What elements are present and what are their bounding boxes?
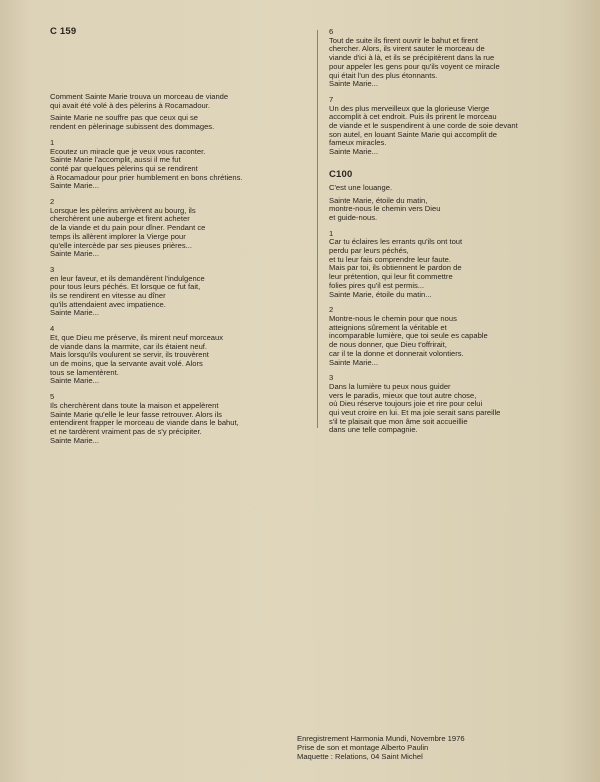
stanza-text: en leur faveur, et ils demandèrent l'indulgence pour tous leurs péchés. Et lorsque ce fut fait, ils se rendirent en vitesse au dîner qu'ils attendaient avec impatience. Sainte Marie...: [50, 273, 205, 318]
recording-credit: Enregistrement Harmonia Mundi, Novembre 1976: [297, 734, 465, 743]
refrain-text: Sainte Marie, étoile du matin, montre-nous le chemin vers Dieu et guide-nous.: [329, 195, 441, 222]
stanza-number: 3: [329, 373, 334, 383]
stanza-text: Montre-nous le chemin pour que nous atteignions sûrement la véritable et incomparable lumière, que toi seule es capable de nous donner, que Dieu t'offrirait, car il te la donne et donnerait volontiers. Sainte Marie...: [329, 313, 488, 367]
song-reference-c159: C 159: [50, 26, 77, 37]
column-divider: [317, 30, 318, 428]
refrain-intro: Sainte Marie ne souffre pas que ceux qui se rendent en pèlerinage subissent des dommages.: [50, 113, 215, 132]
left-column: [50, 26, 315, 445]
stanza-text: Car tu éclaires les errants qu'ils ont tout perdu par leurs péchés, et tu leur fais comprendre leur faute. Mais par toi, ils obtiennent le pardon de leur prétention, qui leur fit commettre folies pires qu'il est permis... Sainte Marie, étoile du matin...: [329, 237, 463, 299]
credits-footer: [297, 735, 587, 761]
stanza-number: 1: [329, 228, 334, 238]
song-reference-c100: C100: [329, 168, 353, 180]
stanza-text: Un des plus merveilleux que la glorieuse Vierge accomplit à cet endroit. Puis ils prirent le morceau de viande et le suspendirent à une corde de soie devant son autel, en louant Sainte Marie qui accomplit de fameux miracles. Sainte Marie...: [329, 103, 518, 157]
stanza-number: 3: [50, 264, 55, 274]
stanza-number: 7: [329, 94, 334, 104]
layout-credit: Maquette : Relations, 04 Saint Michel: [297, 751, 423, 761]
right-column: [329, 28, 589, 435]
stanza-number: 2: [50, 197, 55, 207]
stanza-text: Dans la lumière tu peux nous guider vers le paradis, mieux que tout autre chose, où Dieu réserve toujours joie et rire pour celui qui veut croire en lui. Et ma joie serait sans pareille s'il te plaisait que mon âme soit accueillie dans une telle compagnie.: [329, 381, 501, 435]
stanza-text: Tout de suite ils firent ouvrir le bahut et firent chercher. Alors, ils virent sauter le morceau de viande d'ici à là, et ils se précipitèrent dans la rue pour appeler les gens pour qu'ils voyent ce miracle qui était l'un des plus étonnants. Sainte Marie...: [329, 35, 500, 89]
stanza-text: Et, que Dieu me préserve, ils mirent neuf morceaux de viande dans la marmite, car ils étaient neuf. Mais lorsqu'ils voulurent se servir, ils trouvèrent un de moins, que la servante avait volé. Alors tous se lamentèrent. Sainte Marie...: [50, 332, 224, 386]
sound-credit: Prise de son et montage Alberto Paulin: [297, 742, 429, 752]
stanza-number: 2: [329, 305, 334, 315]
stanza-text: Lorsque les pèlerins arrivèrent au bourg, ils cherchèrent une auberge et firent acheter de la viande et du pain pour dîner. Pendant ce temps ils allèrent implorer la Vierge pour qu'elle intercède par ses pieuses prières... Sainte Marie...: [50, 205, 206, 259]
stanza-number: 4: [50, 324, 55, 334]
stanza-number: 6: [329, 27, 334, 36]
stanza-text: Ecoutez un miracle que je veux vous raconter. Sainte Marie l'accomplit, aussi il me fut conté par quelques pèlerins qui se rendirent à Rocamadour pour prier humblement en bons chrétiens. Sainte Marie...: [50, 146, 243, 191]
stanza-number: 5: [50, 392, 55, 402]
stanza-text: Ils cherchèrent dans toute la maison et appelèrent Sainte Marie qu'elle le leur fasse retrouver. Alors ils entendirent frapper le morceau de viande dans le bahut, et ne tardèrent vraiment pas de s'y précipiter. Sainte Marie...: [50, 400, 239, 445]
stanza-number: 1: [50, 137, 55, 147]
song-description: C'est une louange.: [329, 182, 393, 192]
song-title: Comment Sainte Marie trouva un morceau de viande qui avait été volé à des pèlerins à Rocamadour.: [50, 92, 229, 110]
